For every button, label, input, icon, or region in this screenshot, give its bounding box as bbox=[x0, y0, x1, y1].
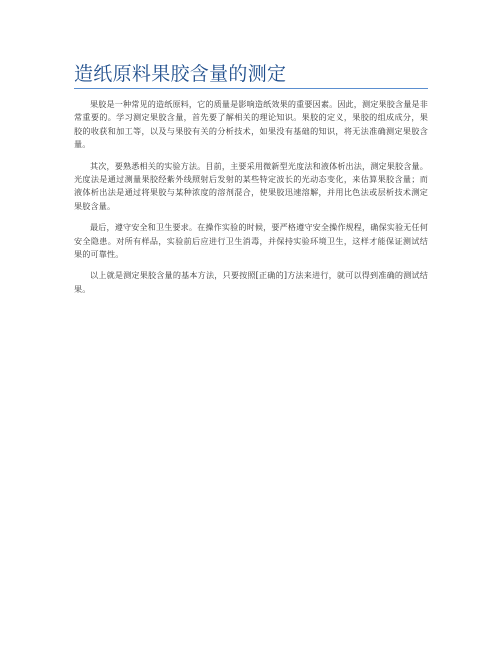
document-body bbox=[74, 98, 428, 304]
page-title: 造纸原料果胶含量的测定 bbox=[74, 63, 287, 85]
title-divider bbox=[74, 88, 428, 89]
paragraph-methods: 其次，要熟悉相关的实验方法。目前，主要采用微新型光度法和液体析出法，测定果胶含量。光度法是通过测量果胶经紫外线照射后发射的某些特定波长的光动态变化，来估算果胶含量；而液体析出法是通过将果胶与某种浓度的溶剂混合，使果胶迅速溶解，并用比色法或层析技术测定果胶含量。 bbox=[74, 160, 428, 211]
paragraph-conclusion: 以上就是测定果胶含量的基本方法，只要按照[正确的]方法来进行，就可以得到准确的测试结果。 bbox=[74, 270, 428, 294]
paragraph-intro: 果胶是一种常见的造纸原料，它的质量是影响造纸效果的重要因素。因此，测定果胶含量是非常重要的。学习测定果胶含量，首先要了解相关的理论知识。果胶的定义，果胶的组成成分，果胶的收获和加工等，以及与果胶有关的分析技术，如果没有基础的知识，将无法准确测定果胶含量。 bbox=[74, 99, 428, 150]
paragraph-safety: 最后，遵守安全和卫生要求。在操作实验的时候，要严格遵守安全操作规程，确保实验无任何安全隐患。对所有样品，实验前后应进行卫生消毒，并保持实验环境卫生，这样才能保证测试结果的可靠性。 bbox=[74, 222, 428, 260]
